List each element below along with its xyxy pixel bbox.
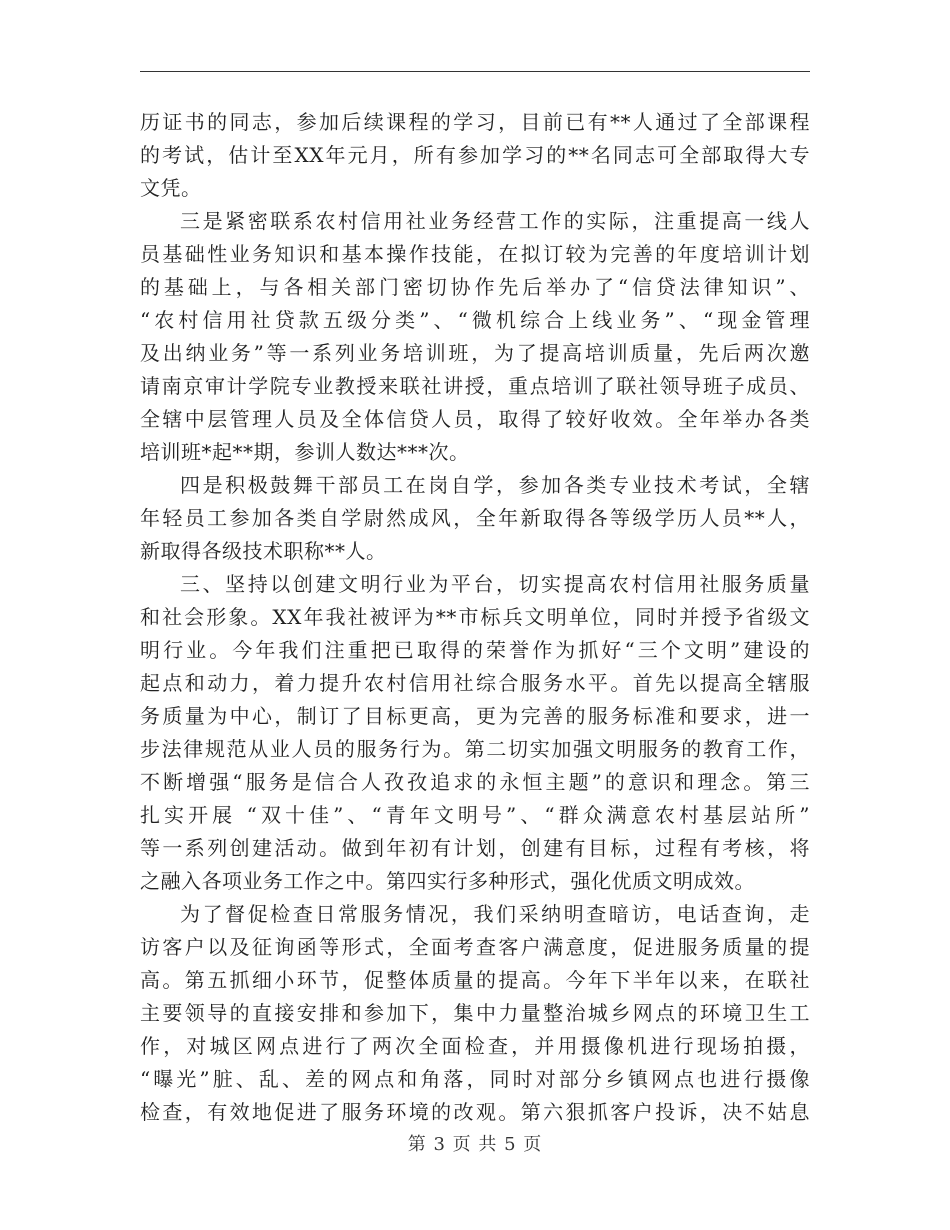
- text-line: 四是积极鼓舞干部员工在岗自学，参加各类专业技术考试，全辖: [180, 473, 810, 497]
- text-line: 三、坚持以创建文明行业为平台，切实提高农村信用社服务质量: [180, 572, 810, 596]
- header-rule: [140, 71, 810, 72]
- text-line: 新取得各级技术职称**人。: [140, 539, 387, 563]
- text-line: 为了督促检查日常服务情况，我们采纳明查暗访，电话查询，走: [180, 902, 810, 926]
- text-line: 高。第五抓细小环节，促整体质量的提高。今年下半年以来，在联社: [140, 968, 810, 992]
- text-line: 的基础上，与各相关部门密切协作先后举办了“信贷法律知识”、: [140, 275, 810, 299]
- text-line: 等一系列创建活动。做到年初有计划，创建有目标，过程有考核，将: [140, 836, 810, 860]
- text-line: 明行业。今年我们注重把已取得的荣誉作为抓好“三个文明”建设的: [140, 638, 810, 662]
- text-line: 培训班*起**期，参训人数达***次。: [140, 440, 470, 464]
- text-line: 主要领导的直接安排和参加下，集中力量整治城乡网点的环境卫生工: [140, 1001, 810, 1025]
- text-line: 和社会形象。XX年我社被评为**市标兵文明单位，同时并授予省级文: [140, 605, 810, 629]
- text-line: 起点和动力，着力提升农村信用社综合服务水平。首先以提高全辖服: [140, 671, 810, 695]
- text-line: 扎实开展 “双十佳”、“青年文明号”、“群众满意农村基层站所”: [140, 803, 810, 827]
- text-line: 的考试，估计至XX年元月，所有参加学习的**名同志可全部取得大专: [140, 143, 810, 167]
- text-line: 请南京审计学院专业教授来联社讲授，重点培训了联社领导班子成员、: [140, 374, 810, 398]
- text-line: 历证书的同志，参加后续课程的学习，目前已有**人通过了全部课程: [140, 110, 810, 134]
- document-body: [140, 106, 810, 1129]
- text-line: 步法律规范从业人员的服务行为。第二切实加强文明服务的教育工作，: [140, 737, 810, 761]
- text-line: 之融入各项业务工作之中。第四实行多种形式，强化优质文明成效。: [140, 869, 755, 893]
- text-line: 及出纳业务”等一系列业务培训班，为了提高培训质量，先后两次邀: [140, 341, 810, 365]
- page-number: 第 3 页 共 5 页: [407, 1134, 543, 1155]
- text-line: 全辖中层管理人员及全体信贷人员，取得了较好收效。全年举办各类: [140, 407, 810, 431]
- text-line: 不断增强“服务是信合人孜孜追求的永恒主题”的意识和理念。第三: [140, 770, 810, 794]
- text-line: 文凭。: [140, 176, 202, 200]
- text-line: 作，对城区网点进行了两次全面检查，并用摄像机进行现场拍摄，: [140, 1034, 810, 1058]
- text-line: 年轻员工参加各类自学尉然成风，全年新取得各等级学历人员**人，: [140, 506, 810, 530]
- text-line: 务质量为中心，制订了目标更高，更为完善的服务标准和要求，进一: [140, 704, 810, 728]
- text-line: “曝光”脏、乱、差的网点和角落，同时对部分乡镇网点也进行摄像: [140, 1067, 810, 1091]
- text-line: 员基础性业务知识和基本操作技能，在拟订较为完善的年度培训计划: [140, 242, 810, 266]
- text-line: 三是紧密联系农村信用社业务经营工作的实际，注重提高一线人: [180, 209, 810, 233]
- text-line: 检查，有效地促进了服务环境的改观。第六狠抓客户投诉，决不姑息: [140, 1100, 810, 1124]
- text-line: “农村信用社贷款五级分类”、“微机综合上线业务”、“现金管理: [140, 308, 810, 332]
- text-line: 访客户以及征询函等形式，全面考查客户满意度，促进服务质量的提: [140, 935, 810, 959]
